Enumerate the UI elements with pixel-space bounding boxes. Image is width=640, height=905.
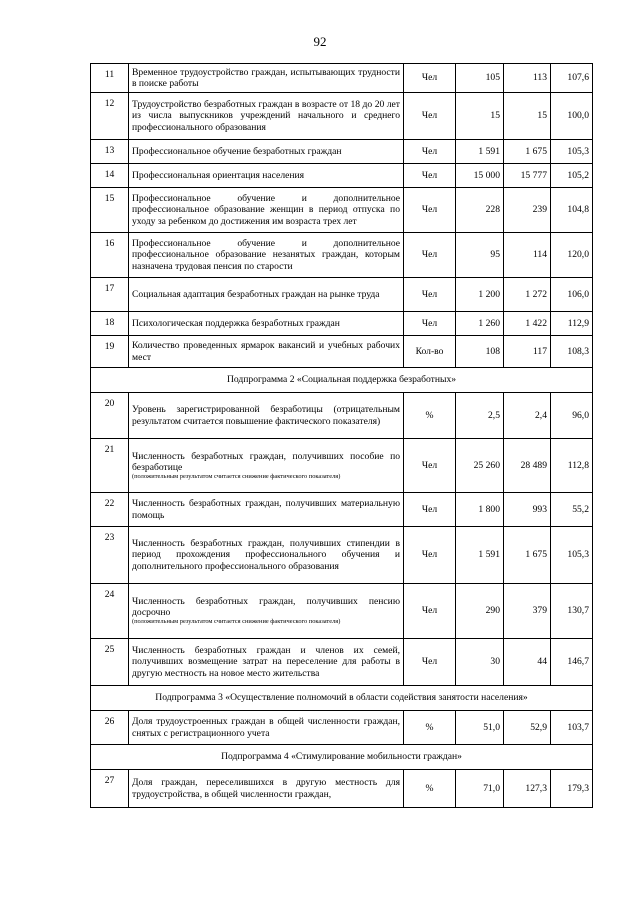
indicator-description (129, 639, 404, 686)
percent-value: 55,2 (551, 493, 593, 527)
planned-value: 30 (456, 639, 504, 686)
planned-value: 1 591 (456, 527, 504, 584)
indicator-text: Профессиональное обучение безработных граждан (132, 145, 342, 157)
section-title: Подпрограмма 2 «Социальная поддержка безработных» (91, 368, 593, 393)
unit-cell: Чел (404, 439, 456, 493)
actual-value: 239 (504, 188, 551, 233)
percent-value: 108,3 (551, 336, 593, 368)
row-number: 25 (91, 639, 129, 686)
unit-cell: Чел (404, 527, 456, 584)
indicator-text: Профессиональное обучение и дополнительное профессиональное образование женщин в период отпуска по уходу за ребенком до достижения им возраста трех лет (132, 193, 400, 227)
indicator-text: Профессиональное обучение и дополнительное профессиональное образование незанятых граждан, которым назначена трудовая пенсия по старости (132, 238, 400, 272)
row-number: 12 (91, 93, 129, 140)
indicator-description (129, 527, 404, 584)
actual-value: 1 675 (504, 527, 551, 584)
indicator-description (129, 393, 404, 439)
indicator-description (129, 439, 404, 493)
actual-value: 2,4 (504, 393, 551, 439)
planned-value: 51,0 (456, 711, 504, 745)
indicator-description (129, 711, 404, 745)
percent-value: 96,0 (551, 393, 593, 439)
indicator-text: Численность безработных граждан, получивших стипендии в период прохождения профессионального обучения и дополнительного профессионального образования (132, 538, 400, 572)
planned-value: 15 (456, 93, 504, 140)
indicator-text: Социальная адаптация безработных граждан на рынке труда (132, 288, 380, 300)
percent-value: 105,2 (551, 164, 593, 188)
percent-value: 146,7 (551, 639, 593, 686)
indicator-text: Трудоустройство безработных граждан в возрасте от 18 до 20 лет из числа выпускников учреждений начального и среднего профессионального образования (132, 99, 400, 133)
unit-cell: Чел (404, 312, 456, 336)
indicator-description (129, 140, 404, 164)
table-row (91, 188, 593, 233)
indicator-description (129, 312, 404, 336)
percent-value: 104,8 (551, 188, 593, 233)
table-row (91, 93, 593, 140)
indicator-description (129, 64, 404, 93)
section-title: Подпрограмма 4 «Стимулирование мобильности граждан» (91, 745, 593, 770)
indicator-text: Численность безработных граждан, получивших пенсию досрочно (132, 596, 400, 619)
table-row (91, 233, 593, 278)
row-number: 20 (91, 393, 129, 439)
table-row (91, 393, 593, 439)
percent-value: 130,7 (551, 584, 593, 639)
section-title: Подпрограмма 3 «Осуществление полномочий в области содействия занятости населения» (91, 686, 593, 711)
planned-value: 95 (456, 233, 504, 278)
percent-value: 120,0 (551, 233, 593, 278)
percent-value: 105,3 (551, 140, 593, 164)
row-number: 22 (91, 493, 129, 527)
indicator-description (129, 188, 404, 233)
row-number: 14 (91, 164, 129, 188)
planned-value: 108 (456, 336, 504, 368)
percent-value: 100,0 (551, 93, 593, 140)
planned-value: 1 200 (456, 278, 504, 312)
indicator-description (129, 233, 404, 278)
indicator-text: Временное трудоустройство граждан, испытывающих трудности в поиске работы (132, 66, 400, 89)
row-number: 23 (91, 527, 129, 584)
section-header-row (91, 368, 593, 393)
row-number: 15 (91, 188, 129, 233)
table-row (91, 336, 593, 368)
section-header-row (91, 745, 593, 770)
unit-cell: % (404, 770, 456, 808)
table-row (91, 711, 593, 745)
row-number: 13 (91, 140, 129, 164)
table-row (91, 312, 593, 336)
row-number: 18 (91, 312, 129, 336)
unit-cell: % (404, 711, 456, 745)
unit-cell: Чел (404, 233, 456, 278)
actual-value: 52,9 (504, 711, 551, 745)
indicator-text: Численность безработных граждан и членов их семей, получивших возмещение затрат на переселение для работы в другую местность на новое место жительства (132, 645, 400, 679)
actual-value: 113 (504, 64, 551, 93)
row-number: 21 (91, 439, 129, 493)
unit-cell: Чел (404, 164, 456, 188)
indicator-text: Количество проведенных ярмарок вакансий и учебных рабочих мест (132, 340, 400, 363)
actual-value: 1 422 (504, 312, 551, 336)
table-row (91, 278, 593, 312)
section-header-row (91, 686, 593, 711)
unit-cell: Чел (404, 140, 456, 164)
table-row (91, 64, 593, 93)
actual-value: 993 (504, 493, 551, 527)
planned-value: 1 591 (456, 140, 504, 164)
percent-value: 107,6 (551, 64, 593, 93)
indicator-description (129, 584, 404, 639)
indicator-description (129, 493, 404, 527)
actual-value: 114 (504, 233, 551, 278)
actual-value: 1 272 (504, 278, 551, 312)
percent-value: 112,9 (551, 312, 593, 336)
table-row (91, 164, 593, 188)
row-number: 24 (91, 584, 129, 639)
row-number: 19 (91, 336, 129, 368)
unit-cell: Кол-во (404, 336, 456, 368)
planned-value: 25 260 (456, 439, 504, 493)
planned-value: 105 (456, 64, 504, 93)
unit-cell: Чел (404, 64, 456, 93)
table-row (91, 493, 593, 527)
indicator-description (129, 93, 404, 140)
actual-value: 15 (504, 93, 551, 140)
actual-value: 44 (504, 639, 551, 686)
percent-value: 179,3 (551, 770, 593, 808)
unit-cell: Чел (404, 93, 456, 140)
indicator-text: Численность безработных граждан, получивших пособие по безработице (132, 450, 400, 473)
table-row (91, 439, 593, 493)
planned-value: 71,0 (456, 770, 504, 808)
unit-cell: Чел (404, 639, 456, 686)
percent-value: 105,3 (551, 527, 593, 584)
actual-value: 127,3 (504, 770, 551, 808)
table-row (91, 140, 593, 164)
indicator-text: Доля трудоустроенных граждан в общей численности граждан, снятых с регистрационного учета (132, 716, 400, 739)
row-number: 11 (91, 64, 129, 93)
actual-value: 28 489 (504, 439, 551, 493)
indicator-description (129, 278, 404, 312)
table-row (91, 527, 593, 584)
planned-value: 1 260 (456, 312, 504, 336)
row-number: 17 (91, 278, 129, 312)
unit-cell: % (404, 393, 456, 439)
planned-value: 2,5 (456, 393, 504, 439)
indicator-description (129, 770, 404, 808)
unit-cell: Чел (404, 493, 456, 527)
planned-value: 228 (456, 188, 504, 233)
percent-value: 103,7 (551, 711, 593, 745)
page-number: 92 (313, 34, 327, 49)
indicator-text: Профессиональная ориентация населения (132, 169, 305, 181)
indicator-text: Численность безработных граждан, получивших материальную помощь (132, 498, 400, 521)
indicator-note: (положительным результатом считается снижение фактического показателя) (132, 618, 341, 626)
actual-value: 117 (504, 336, 551, 368)
unit-cell: Чел (404, 278, 456, 312)
indicators-table (90, 63, 593, 808)
table-row (91, 639, 593, 686)
actual-value: 379 (504, 584, 551, 639)
percent-value: 106,0 (551, 278, 593, 312)
planned-value: 15 000 (456, 164, 504, 188)
indicator-note: (положительным результатом считается снижение фактического показателя) (132, 472, 341, 480)
table-row (91, 584, 593, 639)
unit-cell: Чел (404, 584, 456, 639)
percent-value: 112,8 (551, 439, 593, 493)
actual-value: 15 777 (504, 164, 551, 188)
indicator-text: Психологическая поддержка безработных граждан (132, 317, 340, 329)
table-row (91, 770, 593, 808)
indicator-text: Доля граждан, переселившихся в другую местность для трудоустройства, в общей численности граждан, (132, 777, 400, 800)
row-number: 26 (91, 711, 129, 745)
indicator-description (129, 164, 404, 188)
planned-value: 1 800 (456, 493, 504, 527)
indicator-description (129, 336, 404, 368)
indicator-text: Уровень зарегистрированной безработицы (отрицательным результатом считается повышение фактического показателя) (132, 404, 400, 427)
planned-value: 290 (456, 584, 504, 639)
row-number: 16 (91, 233, 129, 278)
row-number: 27 (91, 770, 129, 808)
actual-value: 1 675 (504, 140, 551, 164)
indicators-table-body (91, 64, 593, 808)
unit-cell: Чел (404, 188, 456, 233)
